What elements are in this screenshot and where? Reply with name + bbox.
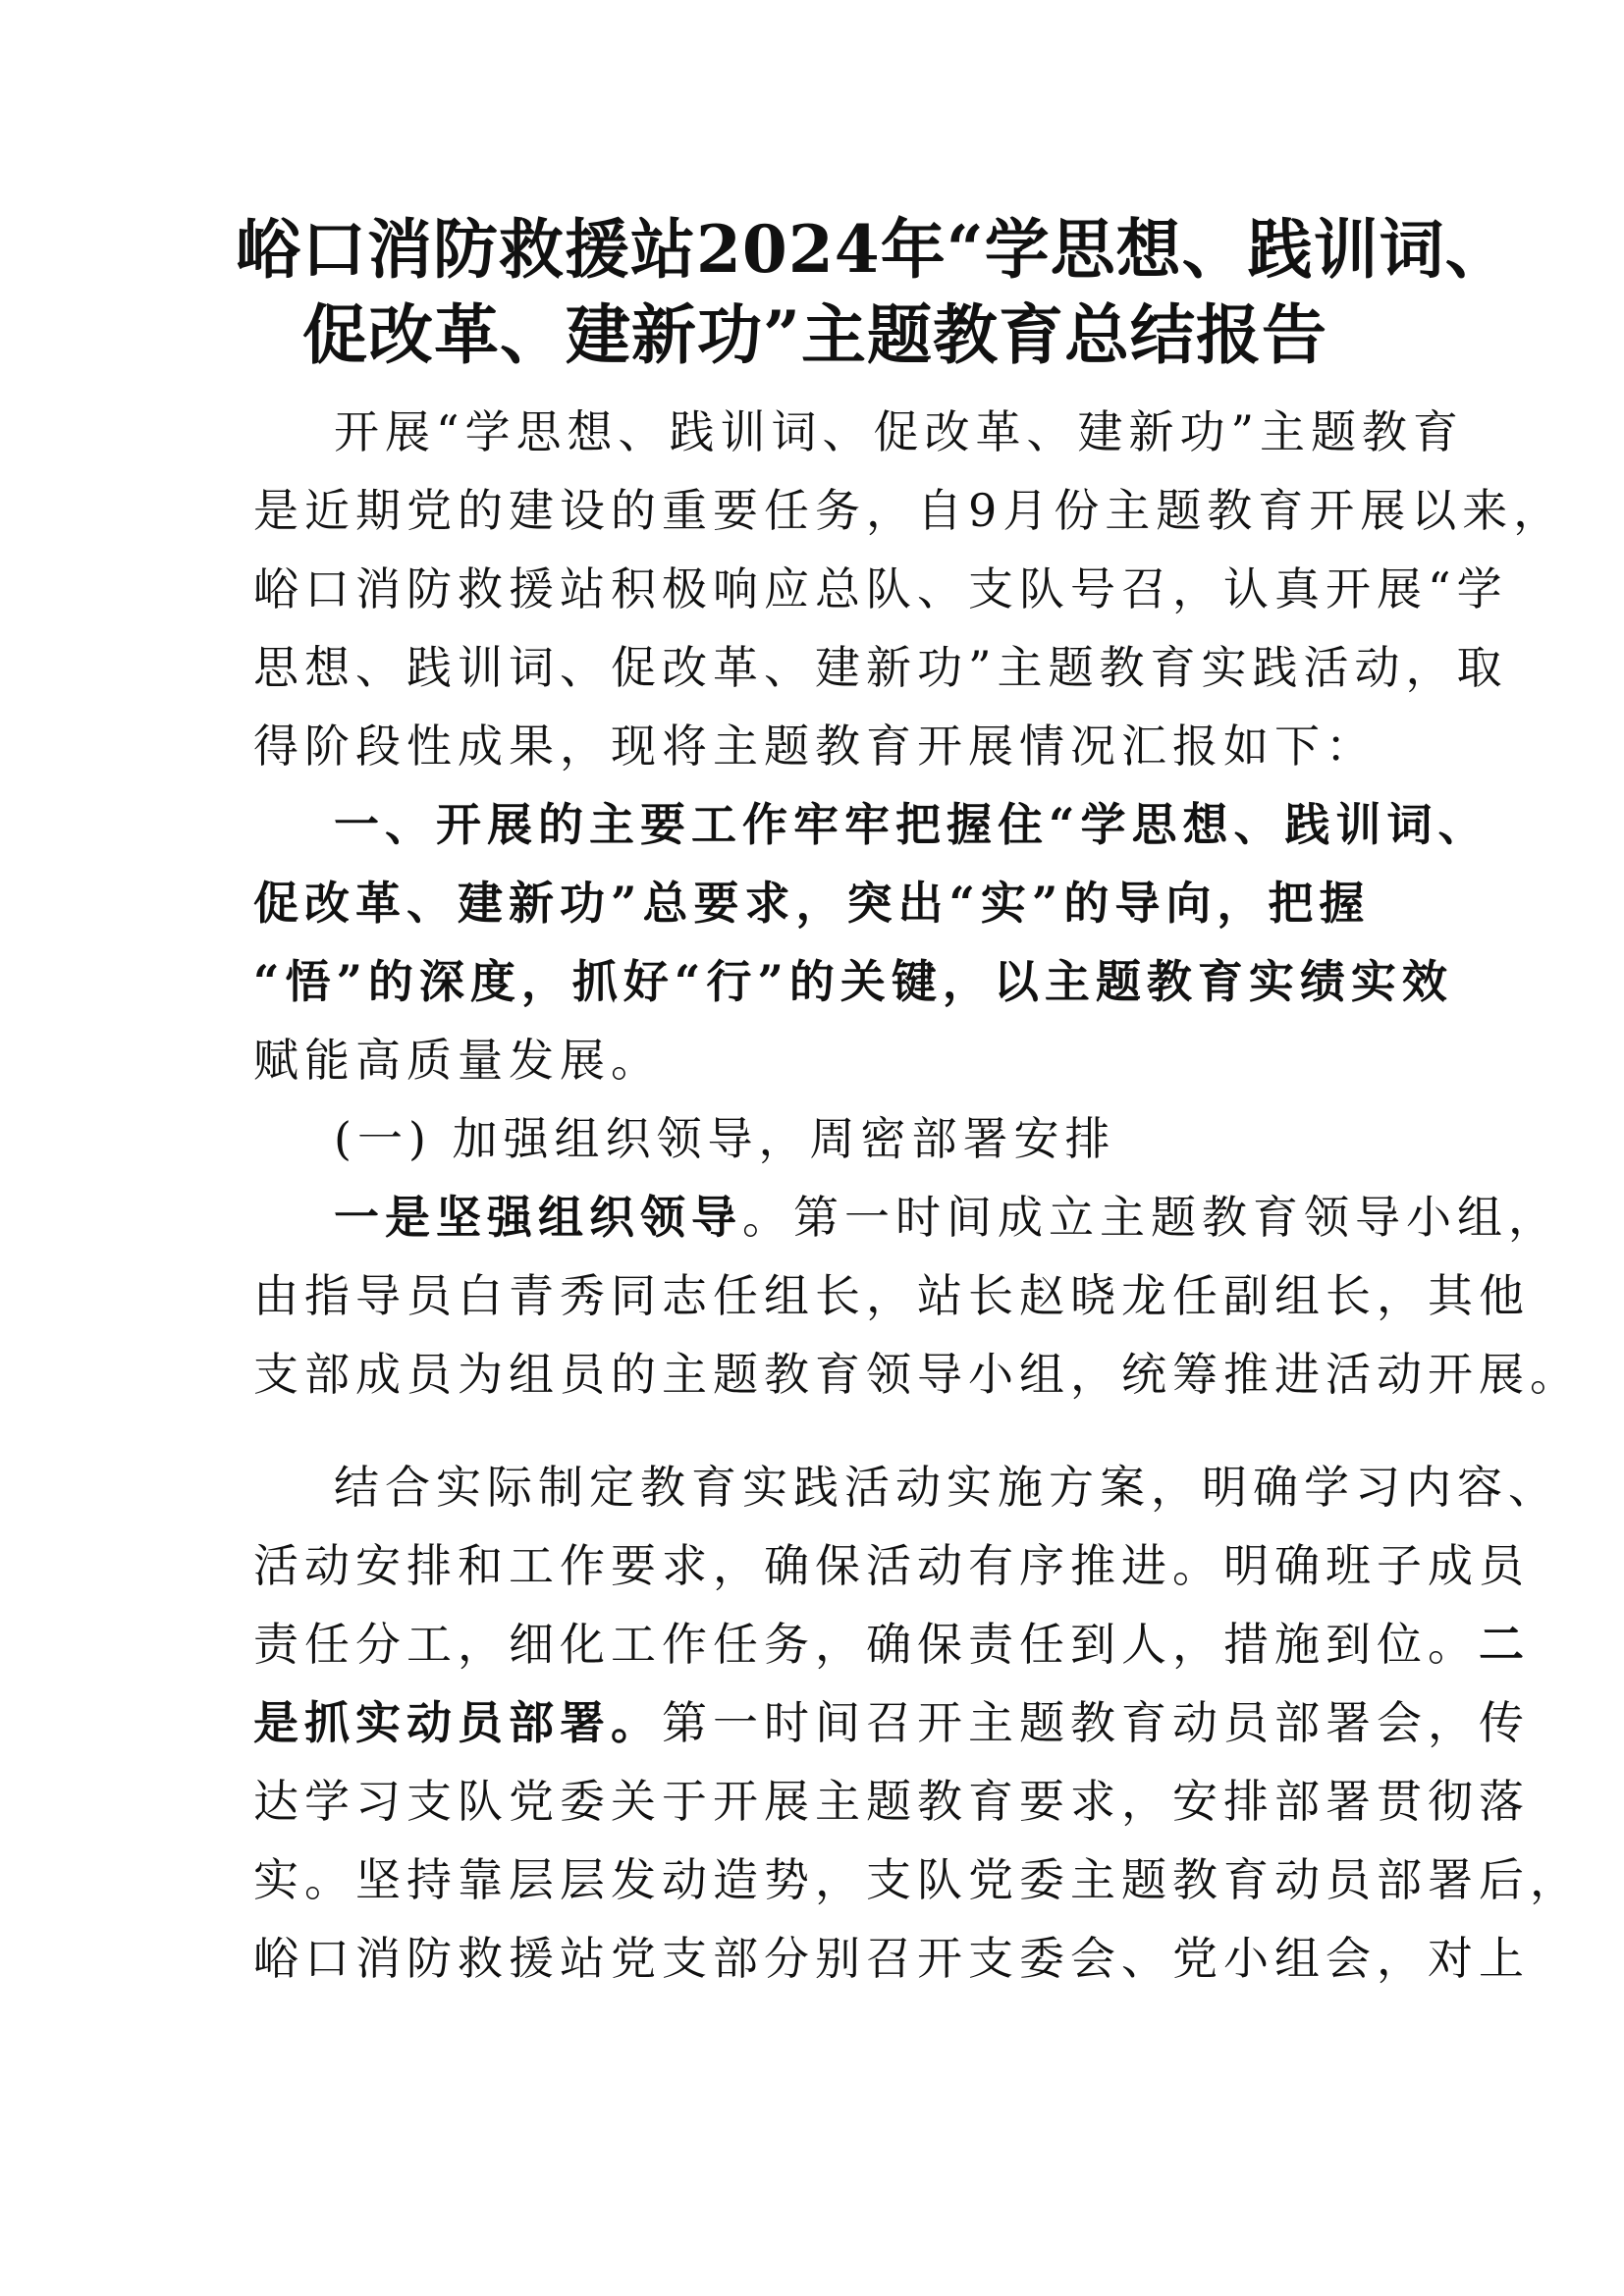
para-b-lead-2-start: 二 [1479,1618,1530,1671]
para-b-line-1: 结合实际制定教育实践活动实施方案，明确学习内容、 [334,1461,1559,1514]
section-1-line-3: “悟”的深度，抓好“行”的关键，以主题教育实绩实效 [253,955,1453,1008]
intro-line-3: 峪口消防救援站积极响应总队、支队号召，认真开展“学 [253,562,1508,615]
intro-line-2: 是近期党的建设的重要任务，自9月份主题教育开展以来， [253,484,1565,537]
para-a-line-3: 支部成员为组员的主题教育领导小组，统筹推进活动开展。 [253,1348,1581,1401]
section-1-line-2: 促改革、建新功”总要求，突出“实”的导向，把握 [253,877,1371,930]
subsection-1-heading: (一) 加强组织领导，周密部署安排 [334,1112,1116,1165]
para-a-line-1-rest: 。第一时间成立主题教育领导小组， [742,1191,1559,1244]
para-b-line-3 [253,1615,1530,1674]
para-b-line-2: 活动安排和工作要求，确保活动有序推进。明确班子成员 [253,1539,1530,1592]
para-b-line-3-rest: 责任分工，细化工作任务，确保责任到人，措施到位。 [253,1618,1479,1671]
para-b-line-4 [253,1693,1530,1752]
document-title-line-1: 峪口消防救援站2024年“学思想、践训词、 [236,211,1511,288]
para-b-lead-2: 是抓实动员部署。 [253,1696,662,1749]
intro-line-4: 思想、践训词、促改革、建新功”主题教育实践活动，取 [253,641,1508,694]
intro-line-1: 开展“学思想、践训词、促改革、建新功”主题教育 [334,405,1465,458]
para-a-lead: 一是坚强组织领导 [334,1191,742,1244]
para-b-line-5: 达学习支队党委关于开展主题教育要求，安排部署贯彻落 [253,1775,1530,1828]
document-title-line-2: 促改革、建新功”主题教育总结报告 [302,296,1327,373]
para-b-line-6: 实。坚持靠层层发动造势，支队党委主题教育动员部署后， [253,1853,1581,1906]
section-1-line-4: 赋能高质量发展。 [253,1034,662,1087]
section-1-line-1: 一、开展的主要工作牢牢把握住“学思想、践训词、 [334,798,1489,851]
para-a-line-1 [334,1188,1559,1247]
para-b-line-7: 峪口消防救援站党支部分别召开支委会、党小组会，对上 [253,1932,1530,1985]
para-a-line-2: 由指导员白青秀同志任组长，站长赵晓龙任副组长，其他 [253,1269,1530,1322]
intro-line-5: 得阶段性成果，现将主题教育开展情况汇报如下： [253,720,1377,773]
para-b-line-4-rest: 第一时间召开主题教育动员部署会，传 [662,1696,1530,1749]
